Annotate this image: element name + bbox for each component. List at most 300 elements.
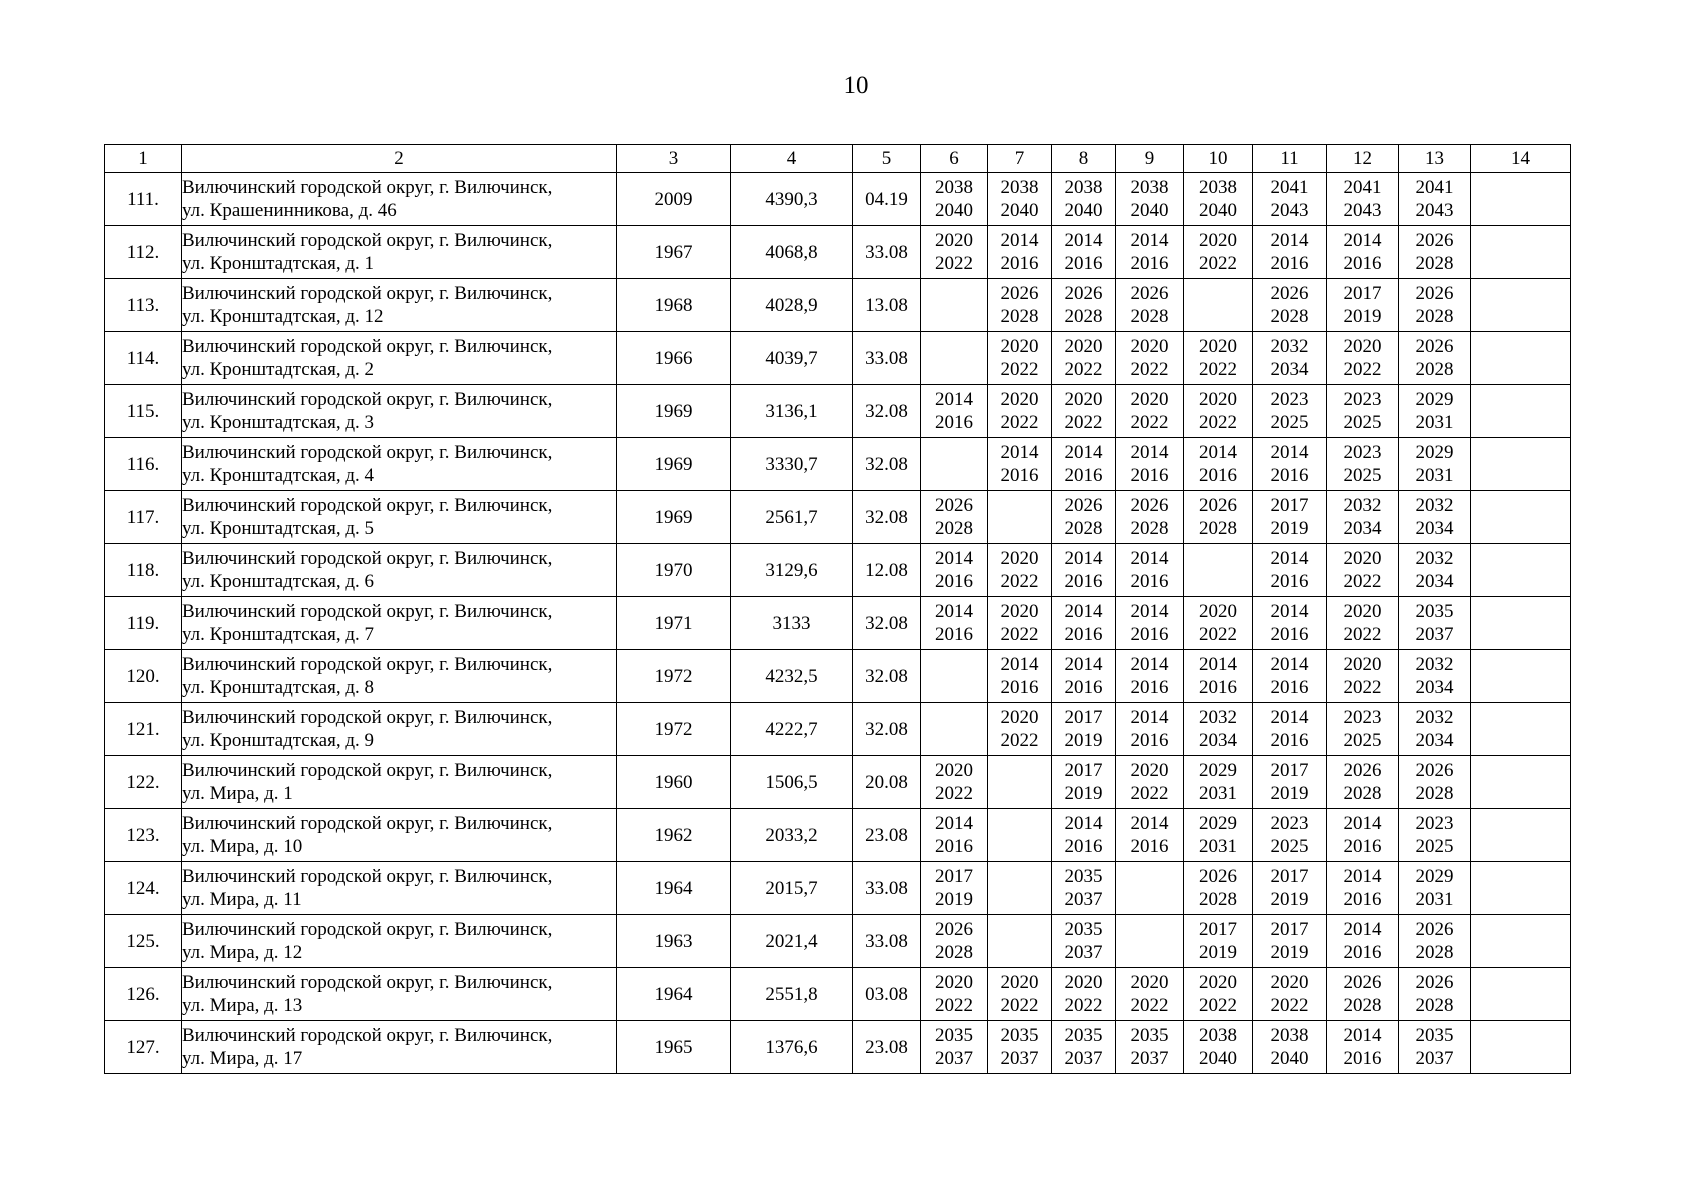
period-cell [1399,173,1471,226]
period-year: 2014 [1130,442,1169,463]
period-year: 2028 [1000,306,1039,327]
period-year: 2041 [1343,177,1382,198]
address-line: Вилючинский городской округ, г. Вилючинск, [182,177,553,198]
area-cell: 2561,7 [731,491,853,544]
address-line: Вилючинский городской округ, г. Вилючинск, [182,1025,553,1046]
period-cell [1116,544,1184,597]
period-cell [1327,1021,1399,1074]
period-year: 2040 [1199,200,1237,221]
period-year: 2028 [1199,889,1237,910]
period-year: 2043 [1270,200,1309,221]
year-cell: 2009 [617,173,731,226]
period-cell [1116,173,1184,226]
period-year: 2037 [1000,1048,1039,1069]
period-cell [1471,438,1571,491]
year-cell: 1971 [617,597,731,650]
column-header: 2 [182,145,617,173]
period-year: 2032 [1415,707,1454,728]
period-year: 2023 [1343,707,1382,728]
period-cell [1184,756,1253,809]
period-year: 2028 [1270,306,1309,327]
table-row [105,491,1571,544]
period-cell [1184,597,1253,650]
period-year: 2040 [1130,200,1169,221]
period-year: 2016 [1343,1048,1382,1069]
period-cell [1184,809,1253,862]
period-year: 2014 [1270,707,1309,728]
period-year: 2019 [1343,306,1382,327]
period-cell [921,703,988,756]
period-year: 2016 [1130,677,1169,698]
year-cell: 1969 [617,491,731,544]
period-year: 2023 [1343,389,1382,410]
period-cell [1253,703,1327,756]
period-cell [1052,703,1116,756]
period-cell [1471,809,1571,862]
period-year: 2016 [1000,465,1039,486]
address-line: Вилючинский городской округ, г. Вилючинск, [182,389,553,410]
address-cell [182,809,617,862]
row-number-cell: 113. [105,279,182,332]
period-year: 2026 [1415,919,1454,940]
period-year: 2016 [1130,571,1169,592]
period-year: 2016 [1130,730,1169,751]
period-year: 2020 [1000,389,1039,410]
period-year: 2020 [1199,230,1237,251]
period-year: 2022 [1199,624,1237,645]
period-cell [1052,279,1116,332]
address-cell [182,491,617,544]
code-cell: 03.08 [853,968,921,1021]
period-year: 2031 [1415,889,1454,910]
period-cell [921,1021,988,1074]
area-cell: 2015,7 [731,862,853,915]
area-cell: 4232,5 [731,650,853,703]
period-cell [1327,385,1399,438]
period-year: 2026 [1415,230,1454,251]
period-cell [1327,226,1399,279]
period-cell [1184,332,1253,385]
address-cell [182,597,617,650]
period-year: 2025 [1343,465,1382,486]
period-cell [1052,1021,1116,1074]
period-year: 2014 [935,813,973,834]
address-line: ул. Мира, д. 11 [182,889,302,910]
period-year: 2026 [1064,283,1103,304]
period-year: 2022 [1343,677,1382,698]
table-row [105,862,1571,915]
period-year: 2014 [935,548,973,569]
period-year: 2017 [1343,283,1382,304]
period-cell [1052,968,1116,1021]
period-year: 2028 [1415,359,1454,380]
period-year: 2031 [1199,836,1237,857]
period-year: 2041 [1270,177,1309,198]
period-year: 2023 [1415,813,1454,834]
period-year: 2040 [1199,1048,1237,1069]
period-year: 2020 [1130,389,1169,410]
period-cell [1253,968,1327,1021]
period-cell [1253,809,1327,862]
period-year: 2023 [1270,389,1309,410]
period-cell [1399,915,1471,968]
period-cell [1253,915,1327,968]
period-cell [1052,809,1116,862]
period-year: 2038 [1199,1025,1237,1046]
period-cell [988,332,1052,385]
address-line: Вилючинский городской округ, г. Вилючинск, [182,442,553,463]
column-header: 8 [1052,145,1116,173]
period-year: 2035 [1415,601,1454,622]
period-year: 2016 [1000,677,1039,698]
address-line: Вилючинский городской округ, г. Вилючинск, [182,654,553,675]
period-cell [988,438,1052,491]
period-cell [1116,703,1184,756]
period-cell [1327,756,1399,809]
period-cell [988,226,1052,279]
period-year: 2014 [1130,813,1169,834]
period-year: 2028 [1064,306,1103,327]
table-row [105,438,1571,491]
row-number-cell: 121. [105,703,182,756]
period-cell [1184,491,1253,544]
period-year: 2016 [1064,624,1103,645]
year-cell: 1969 [617,438,731,491]
period-cell [1471,332,1571,385]
period-cell [1471,703,1571,756]
area-cell: 4390,3 [731,173,853,226]
period-year: 2031 [1415,465,1454,486]
period-cell [1116,385,1184,438]
period-cell [1399,491,1471,544]
period-cell [921,862,988,915]
period-cell [1052,862,1116,915]
period-year: 2017 [1064,760,1103,781]
column-header: 7 [988,145,1052,173]
period-year: 2026 [1343,760,1382,781]
area-cell: 4039,7 [731,332,853,385]
period-year: 2038 [1270,1025,1309,1046]
period-cell [1327,332,1399,385]
period-year: 2020 [1270,972,1309,993]
period-year: 2035 [1064,866,1103,887]
period-cell [1253,279,1327,332]
period-cell [1184,438,1253,491]
period-year: 2014 [1130,707,1169,728]
period-year: 2022 [1064,359,1103,380]
period-year: 2026 [935,919,973,940]
period-year: 2037 [1064,1048,1103,1069]
period-year: 2019 [1270,942,1309,963]
period-year: 2017 [1064,707,1103,728]
period-cell [988,597,1052,650]
period-year: 2022 [935,995,973,1016]
row-number-cell: 127. [105,1021,182,1074]
period-cell [988,1021,1052,1074]
period-year: 2028 [1064,518,1103,539]
column-header: 13 [1399,145,1471,173]
period-cell [1184,279,1253,332]
period-cell [1116,597,1184,650]
period-year: 2038 [1199,177,1237,198]
period-year: 2028 [1130,306,1169,327]
period-cell [1052,650,1116,703]
period-year: 2038 [935,177,973,198]
period-year: 2014 [1000,442,1039,463]
period-year: 2026 [1415,972,1454,993]
period-year: 2028 [1415,942,1454,963]
code-cell: 33.08 [853,862,921,915]
period-year: 2022 [1064,995,1103,1016]
period-cell [1399,809,1471,862]
period-year: 2028 [1199,518,1237,539]
code-cell: 32.08 [853,385,921,438]
period-year: 2028 [935,518,973,539]
year-cell: 1967 [617,226,731,279]
area-cell: 4222,7 [731,703,853,756]
code-cell: 04.19 [853,173,921,226]
table-row [105,703,1571,756]
period-cell [1471,385,1571,438]
period-cell [1184,703,1253,756]
period-year: 2032 [1199,707,1237,728]
period-year: 2022 [1000,730,1039,751]
period-year: 2026 [1415,336,1454,357]
period-cell [1399,544,1471,597]
address-cell [182,279,617,332]
period-cell [921,173,988,226]
table-row [105,1021,1571,1074]
period-year: 2016 [1064,571,1103,592]
row-number-cell: 115. [105,385,182,438]
period-year: 2020 [1130,336,1169,357]
column-header: 1 [105,145,182,173]
row-number-cell: 120. [105,650,182,703]
period-cell [1116,1021,1184,1074]
period-year: 2014 [1064,442,1103,463]
period-cell [1327,809,1399,862]
period-year: 2040 [1270,1048,1309,1069]
period-year: 2016 [1199,677,1237,698]
period-cell [1399,279,1471,332]
period-cell [1253,385,1327,438]
period-year: 2031 [1199,783,1237,804]
period-cell [1399,385,1471,438]
period-cell [1399,1021,1471,1074]
period-year: 2022 [1130,412,1169,433]
period-year: 2017 [1270,919,1309,940]
period-year: 2016 [1270,571,1309,592]
column-header: 11 [1253,145,1327,173]
table-row [105,650,1571,703]
row-number-cell: 111. [105,173,182,226]
column-number-header-row [105,145,1571,173]
row-number-cell: 122. [105,756,182,809]
period-year: 2014 [1270,654,1309,675]
period-cell [1116,968,1184,1021]
table-row [105,279,1571,332]
year-cell: 1970 [617,544,731,597]
table-row [105,226,1571,279]
period-year: 2020 [1343,654,1382,675]
period-year: 2014 [1199,442,1237,463]
period-year: 2014 [1343,813,1382,834]
period-year: 2014 [1199,654,1237,675]
address-line: Вилючинский городской округ, г. Вилючинск, [182,760,553,781]
address-line: Вилючинский городской округ, г. Вилючинск, [182,707,553,728]
period-year: 2025 [1343,412,1382,433]
row-number-cell: 124. [105,862,182,915]
period-year: 2028 [1415,253,1454,274]
period-year: 2034 [1415,571,1454,592]
period-cell [988,809,1052,862]
period-year: 2026 [1130,495,1169,516]
address-cell [182,756,617,809]
period-year: 2022 [1199,995,1237,1016]
period-year: 2022 [1199,253,1237,274]
period-year: 2020 [1199,601,1237,622]
period-year: 2019 [1270,518,1309,539]
period-cell [988,279,1052,332]
address-line: ул. Кронштадтская, д. 9 [182,730,375,751]
period-year: 2034 [1415,518,1454,539]
period-year: 2025 [1270,412,1309,433]
period-cell [1052,597,1116,650]
period-year: 2041 [1415,177,1454,198]
period-year: 2014 [1270,230,1309,251]
period-year: 2019 [1270,783,1309,804]
code-cell: 32.08 [853,438,921,491]
period-year: 2028 [1130,518,1169,539]
period-year: 2035 [1130,1025,1169,1046]
period-year: 2037 [1064,889,1103,910]
period-cell [988,862,1052,915]
period-year: 2029 [1199,760,1237,781]
period-year: 2019 [1270,889,1309,910]
code-cell: 33.08 [853,332,921,385]
period-year: 2020 [1064,972,1103,993]
period-cell [1052,173,1116,226]
period-cell [1327,438,1399,491]
period-cell [1253,597,1327,650]
period-year: 2026 [1130,283,1169,304]
period-year: 2026 [1199,866,1237,887]
period-year: 2020 [1343,336,1382,357]
address-line: ул. Крашенинникова, д. 46 [182,200,397,221]
row-number-cell: 118. [105,544,182,597]
period-cell [988,491,1052,544]
row-number-cell: 117. [105,491,182,544]
period-cell [1116,756,1184,809]
period-year: 2020 [1199,389,1237,410]
period-year: 2025 [1270,836,1309,857]
period-cell [1052,438,1116,491]
period-year: 2029 [1415,389,1454,410]
table-row [105,968,1571,1021]
period-year: 2020 [1130,972,1169,993]
period-year: 2019 [1064,783,1103,804]
period-year: 2016 [1270,624,1309,645]
area-cell: 4028,9 [731,279,853,332]
period-cell [921,279,988,332]
period-year: 2026 [1343,972,1382,993]
period-year: 2022 [1270,995,1309,1016]
address-line: Вилючинский городской округ, г. Вилючинск, [182,601,553,622]
period-cell [1327,650,1399,703]
period-year: 2014 [935,389,973,410]
period-year: 2017 [1270,495,1309,516]
period-cell [1471,597,1571,650]
address-cell [182,173,617,226]
code-cell: 23.08 [853,809,921,862]
period-cell [1471,226,1571,279]
period-year: 2016 [1270,253,1309,274]
period-year: 2025 [1415,836,1454,857]
period-year: 2032 [1415,548,1454,569]
period-year: 2022 [1199,359,1237,380]
period-year: 2023 [1343,442,1382,463]
period-year: 2020 [1000,707,1039,728]
period-cell [1116,332,1184,385]
period-year: 2020 [1064,389,1103,410]
year-cell: 1969 [617,385,731,438]
period-year: 2022 [1343,571,1382,592]
period-year: 2026 [935,495,973,516]
period-year: 2019 [1199,942,1237,963]
area-cell: 2021,4 [731,915,853,968]
address-line: ул. Кронштадтская, д. 4 [182,465,375,486]
table-row [105,809,1571,862]
period-cell [988,968,1052,1021]
period-year: 2022 [935,253,973,274]
table-row [105,597,1571,650]
row-number-cell: 126. [105,968,182,1021]
period-year: 2020 [1000,336,1039,357]
address-cell [182,226,617,279]
year-cell: 1960 [617,756,731,809]
period-cell [1399,597,1471,650]
period-year: 2029 [1415,442,1454,463]
period-year: 2016 [1000,253,1039,274]
address-line: ул. Мира, д. 10 [182,836,303,857]
area-cell: 1376,6 [731,1021,853,1074]
period-cell [921,544,988,597]
code-cell: 13.08 [853,279,921,332]
period-year: 2016 [1270,677,1309,698]
period-cell [1327,597,1399,650]
address-line: ул. Кронштадтская, д. 12 [182,306,384,327]
period-year: 2032 [1415,654,1454,675]
table-row [105,385,1571,438]
period-cell [921,756,988,809]
period-cell [1116,650,1184,703]
address-cell [182,438,617,491]
period-cell [1184,650,1253,703]
period-year: 2037 [1064,942,1103,963]
address-line: ул. Мира, д. 17 [182,1048,303,1069]
period-year: 2040 [1064,200,1103,221]
period-cell [1052,226,1116,279]
address-cell [182,332,617,385]
period-year: 2014 [1130,654,1169,675]
period-year: 2020 [1199,336,1237,357]
area-cell: 4068,8 [731,226,853,279]
code-cell: 32.08 [853,703,921,756]
address-line: ул. Кронштадтская, д. 7 [182,624,375,645]
period-year: 2026 [1000,283,1039,304]
period-cell [1399,438,1471,491]
period-cell [1052,544,1116,597]
